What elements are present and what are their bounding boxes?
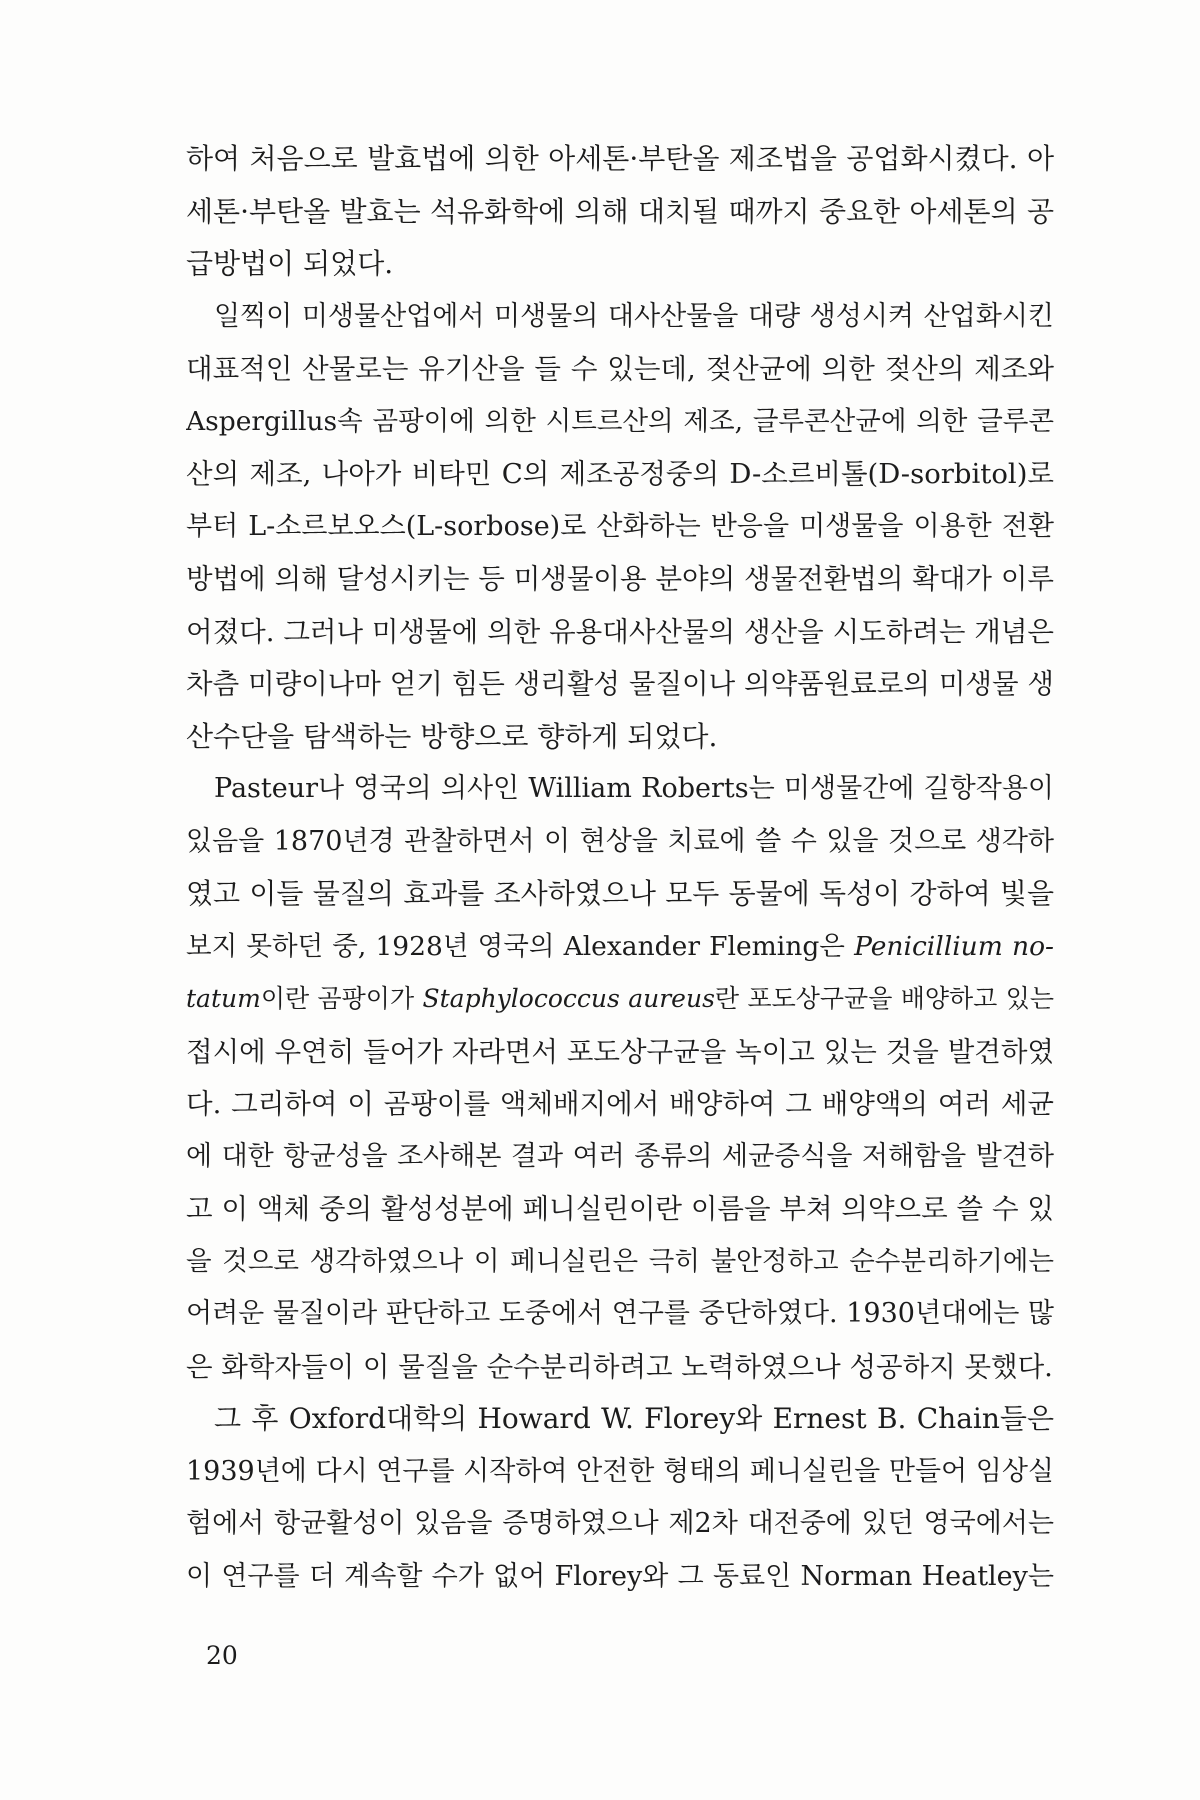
body-text: [186, 133, 1054, 1603]
text-line: [186, 973, 1054, 1026]
text-segment: 란 포도상구균을 배양하고 있는: [714, 984, 1054, 1013]
text-line: Pasteur나 영국의 의사인 William Roberts는 미생물간에 길항작용이: [214, 773, 1054, 804]
text-line: 하여 처음으로 발효법에 의한 아세톤·부탄올 제조법을 공업화시켰다. 아: [186, 142, 1054, 175]
text-line: 다. 그리하여 이 곰팡이를 액체배지에서 배양하여 그 배양액의 여러 세균: [186, 1088, 1054, 1120]
text-line: 고 이 액체 중의 활성성분에 페니실린이란 이름을 부쳐 의약으로 쓸 수 있: [186, 1193, 1054, 1225]
text-line: 부터 L-소르보오스(L-sorbose)로 산화하는 반응을 미생물을 이용한 전환: [186, 510, 1054, 542]
text-line: 어려운 물질이라 판단하고 도중에서 연구를 중단하였다. 1930년대에는 많: [186, 1298, 1054, 1329]
text-line: 어졌다. 그러나 미생물에 의한 유용대사산물의 생산을 시도하려는 개념은: [186, 615, 1054, 648]
text-line: 산수단을 탐색하는 방향으로 향하게 되었다.: [186, 719, 718, 753]
text-line: 1939년에 다시 연구를 시작하여 안전한 형태의 페니실린을 만들어 임상실: [186, 1455, 1054, 1487]
text-line: 였고 이들 물질의 효과를 조사하였으나 모두 동물에 독성이 강하여 빛을: [186, 877, 1054, 910]
text-line: Aspergillus속 곰팡이에 의한 시트르산의 제조, 글루콘산균에 의한 글루콘: [186, 405, 1054, 437]
text-line: 이 연구를 더 계속할 수가 없어 Florey와 그 동료인 Norman Heatley는: [186, 1560, 1054, 1592]
page-number: 20: [206, 1641, 238, 1670]
text-line: 대표적인 산물로는 유기산을 들 수 있는데, 젖산균에 의한 젖산의 제조와: [186, 353, 1054, 385]
text-line: 일찍이 미생물산업에서 미생물의 대사산물을 대량 생성시켜 산업화시킨: [214, 300, 1054, 332]
text-line: 을 것으로 생각하였으나 이 페니실린은 극히 불안정하고 순수분리하기에는: [186, 1245, 1054, 1277]
italic-term: tatum: [186, 984, 261, 1013]
text-line: 방법에 의해 달성시키는 등 미생물이용 분야의 생물전환법의 확대가 이루: [186, 563, 1054, 595]
text-line: 있음을 1870년경 관찰하면서 이 현상을 치료에 쓸 수 있을 것으로 생각하: [186, 825, 1054, 857]
text-line: [186, 921, 1054, 974]
text-line: 세톤·부탄올 발효는 석유화학에 의해 대치될 때까지 중요한 아세톤의 공: [186, 194, 1054, 228]
text-line: 차츰 미량이나마 얻기 힘든 생리활성 물질이나 의약품원료로의 미생물 생: [186, 668, 1054, 700]
text-segment: 이란 곰팡이가: [260, 984, 415, 1013]
text-line: 급방법이 되었다.: [186, 247, 394, 280]
text-line: 그 후 Oxford대학의 Howard W. Florey와 Ernest B. Chain들은: [214, 1402, 1054, 1435]
text-line: 산의 제조, 나아가 비타민 C의 제조공정중의 D-소르비톨(D-sorbitol)로: [186, 458, 1054, 490]
text-segment: 보지 못하던 중, 1928년 영국의 Alexander Fleming은: [186, 930, 845, 962]
italic-term: Penicillium no-: [854, 930, 1054, 962]
text-line: 에 대한 항균성을 조사해본 결과 여러 종류의 세균증식을 저해함을 발견하: [186, 1140, 1054, 1172]
italic-term: Staphylococcus aureus: [422, 984, 715, 1013]
text-line: 접시에 우연히 들어가 자라면서 포도상구균을 녹이고 있는 것을 발견하였: [186, 1035, 1054, 1068]
text-line: 은 화학자들이 이 물질을 순수분리하려고 노력하였으나 성공하지 못했다.: [186, 1350, 1053, 1383]
text-line: 험에서 항균활성이 있음을 증명하였으나 제2차 대전중에 있던 영국에서는: [186, 1508, 1054, 1539]
